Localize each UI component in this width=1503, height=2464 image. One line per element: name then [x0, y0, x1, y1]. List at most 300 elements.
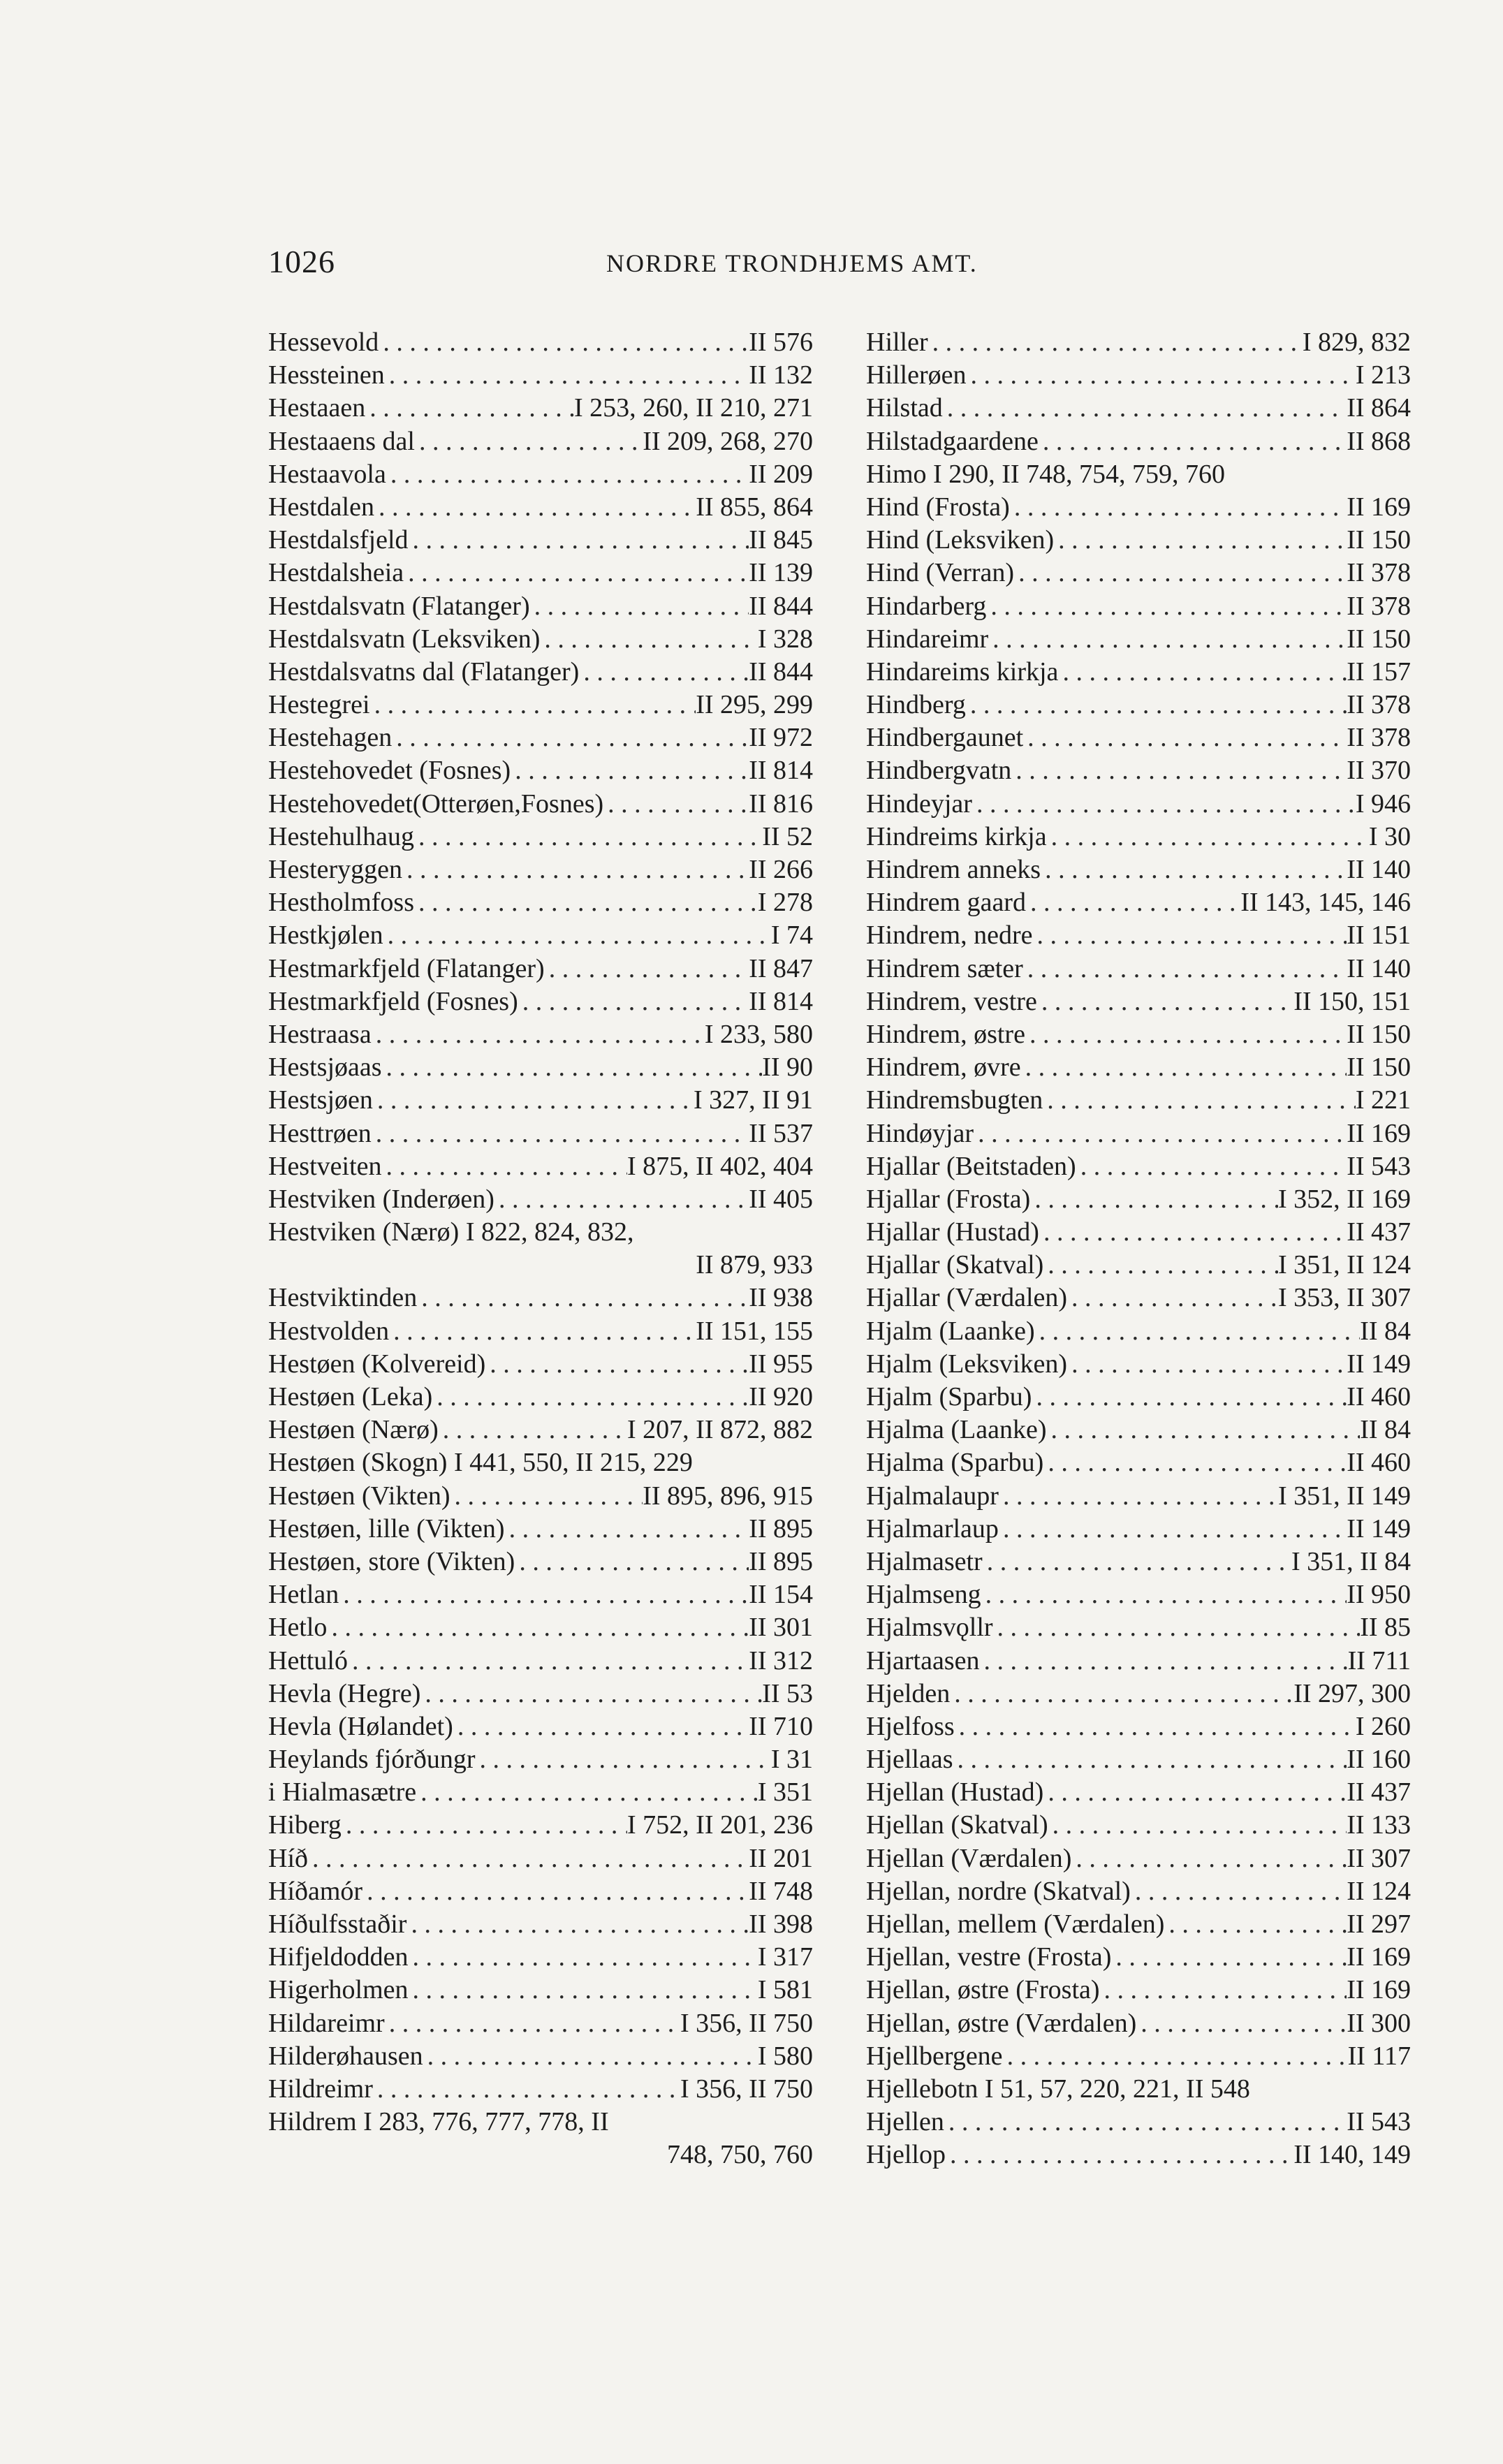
entry-name: Hjalmseng [866, 1580, 981, 1610]
entry-name: Hettuló [268, 1645, 348, 1675]
index-entry [866, 953, 1411, 985]
entry-reference: II 543 [1347, 1151, 1411, 1181]
entry-name: Hestaavola [268, 459, 386, 489]
index-entry [268, 1315, 813, 1348]
dot-leader [518, 985, 749, 1018]
dot-leader [476, 1743, 771, 1776]
dot-leader [545, 953, 749, 985]
entry-reference: II 169 [1347, 1975, 1411, 2005]
dot-leader [988, 623, 1347, 656]
entry-name: Hevla (Hølandet) [268, 1711, 453, 1741]
entry-name: Hestegrei [268, 690, 370, 720]
entry-name: Hildareimr [268, 2008, 385, 2038]
entry-name: Hjellan, østre (Værdalen) [866, 2008, 1137, 2038]
dot-leader [485, 1348, 749, 1381]
dot-leader [382, 1051, 763, 1084]
index-entry [268, 1611, 813, 1644]
dot-leader [385, 359, 749, 392]
entry-reference: II 437 [1347, 1777, 1411, 1807]
entry-name: Hjalma (Sparbu) [866, 1448, 1044, 1478]
dot-leader [1011, 754, 1347, 787]
entry-reference: II 405 [749, 1184, 813, 1214]
entry-name: Higerholmen [268, 1975, 409, 2005]
dot-leader [379, 326, 749, 359]
index-entry [866, 1480, 1411, 1513]
dot-leader [362, 1875, 749, 1908]
index-entry [866, 1446, 1411, 1479]
index-entry [268, 1051, 813, 1084]
dot-leader [1043, 1776, 1347, 1809]
entry-name: Hjallar (Hustad) [866, 1217, 1039, 1247]
index-entry [268, 1776, 813, 1809]
entry-reference: II 160 [1347, 1745, 1411, 1775]
index-entry [866, 524, 1411, 557]
entry-name: Hindrem, nedre [866, 921, 1033, 951]
entry-name: Hjallar (Frosta) [866, 1184, 1031, 1214]
entry-name: Hestaaen [268, 393, 366, 423]
entry-name: Hestdalsvatns dal (Flatanger) [268, 657, 580, 687]
index-entry [268, 590, 813, 623]
index-entry [866, 1150, 1411, 1183]
entry-reference: I 875, II 402, 404 [627, 1151, 813, 1181]
dot-leader [439, 1414, 627, 1446]
entry-name: Hestdalsheia [268, 558, 404, 588]
index-entry [268, 953, 813, 985]
index-entry [268, 2139, 813, 2171]
index-entry [866, 1546, 1411, 1578]
index-entry [268, 1941, 813, 1974]
entry-reference: II 140 [1347, 953, 1411, 983]
index-entry [866, 1842, 1411, 1875]
index-entry [268, 886, 813, 919]
index-entry [268, 2007, 813, 2040]
entry-reference: II 151, 155 [696, 1316, 813, 1346]
entry-reference: I 356, II 750 [680, 2008, 813, 2038]
index-entry [268, 1150, 813, 1183]
dot-leader [1039, 425, 1347, 458]
dot-leader [374, 491, 696, 524]
dot-leader [392, 721, 749, 754]
entry-reference: II 150 [1347, 1053, 1411, 1083]
entry-name: Hestholmfoss [268, 888, 414, 918]
index-entry [268, 1446, 813, 1479]
entry-reference: I 351, II 149 [1278, 1481, 1411, 1511]
entry-reference: I 829, 832 [1302, 328, 1411, 357]
entry-name: Híðamór [268, 1876, 363, 1906]
entry-reference: II 169 [1347, 1942, 1411, 1972]
index-entry [866, 1018, 1411, 1051]
entry-name: Hjellebotn I 51, 57, 220, 221, II 548 [866, 2074, 1250, 2104]
dot-leader [1164, 1908, 1347, 1941]
entry-reference: II 855, 864 [696, 492, 813, 522]
entry-name: Hestviktinden [268, 1283, 418, 1313]
entry-name: Hind (Verran) [866, 558, 1015, 588]
entry-name: Hjallar (Værdalen) [866, 1283, 1068, 1313]
entry-name: Hjellan (Hustad) [866, 1777, 1044, 1807]
entry-name: Hestøen (Nærø) [268, 1415, 439, 1445]
entry-reference: II 972 [749, 723, 813, 753]
entry-reference: II 710 [749, 1711, 813, 1741]
entry-reference: II 150 [1347, 624, 1411, 654]
entry-name: Hesteryggen [268, 855, 403, 884]
dot-leader [339, 1578, 749, 1611]
dot-leader [530, 590, 749, 623]
entry-name: Hjallar (Skatval) [866, 1250, 1044, 1280]
index-entry [866, 853, 1411, 886]
dot-leader [423, 2040, 758, 2073]
dot-leader [928, 326, 1303, 359]
entry-reference: I 260 [1355, 1711, 1411, 1741]
index-entry [268, 656, 813, 689]
index-entry [866, 1974, 1411, 2007]
index-entry [866, 2040, 1411, 2073]
index-entry [268, 1974, 813, 2007]
dot-leader [1037, 985, 1293, 1018]
index-entry [268, 1414, 813, 1446]
entry-name: Hesttrøen [268, 1118, 372, 1148]
index-entry [866, 1315, 1411, 1348]
entry-reference: II 209 [749, 459, 813, 489]
index-entry [866, 359, 1411, 392]
dot-leader [972, 788, 1356, 821]
entry-name: Hindareimr [866, 624, 989, 654]
entry-reference: II 378 [1347, 690, 1411, 720]
running-head: NORDRE TRONDHJEMS AMT. [606, 249, 978, 277]
entry-reference: II 266 [749, 855, 813, 884]
dot-leader [505, 1513, 749, 1546]
dot-leader [1021, 1051, 1347, 1084]
entry-reference: II 201 [749, 1843, 813, 1873]
index-entry [866, 1348, 1411, 1381]
entry-reference: I 31 [770, 1745, 813, 1775]
dot-leader [414, 886, 758, 919]
entry-reference: II 139 [749, 558, 813, 588]
dot-leader [348, 1645, 749, 1678]
dot-leader [993, 1611, 1361, 1644]
entry-reference: II 711 [1347, 1645, 1411, 1675]
entry-reference: II 814 [749, 756, 813, 786]
entry-name: Hestveiten [268, 1151, 382, 1181]
entry-reference: II 150 [1347, 525, 1411, 555]
entry-name: Hjalmarlaup [866, 1513, 999, 1543]
entry-reference: I 327, II 91 [694, 1085, 813, 1115]
index-entry [866, 1051, 1411, 1084]
dot-leader [1032, 1381, 1347, 1414]
entry-reference: II 398 [749, 1909, 813, 1939]
index-entry [866, 425, 1411, 458]
dot-leader [1058, 656, 1347, 689]
entry-reference: II 950 [1347, 1580, 1411, 1610]
dot-leader [967, 359, 1356, 392]
dot-leader [416, 1776, 758, 1809]
entry-reference: II 85 [1360, 1613, 1411, 1643]
entry-name: Hjalma (Laanke) [866, 1415, 1047, 1445]
entry-reference: II 297, 300 [1293, 1678, 1411, 1708]
entry-reference: II 151 [1347, 921, 1411, 951]
index-entry [866, 1414, 1411, 1446]
entry-reference: II 460 [1347, 1448, 1411, 1478]
index-entry [268, 853, 813, 886]
dot-leader [386, 458, 749, 491]
entry-name: Hestehulhaug [268, 821, 414, 851]
entry-name: Hjellan, mellem (Værdalen) [866, 1909, 1165, 1939]
index-entry [268, 1645, 813, 1678]
entry-name: Hindrem, vestre [866, 986, 1037, 1016]
entry-reference: II 879, 933 [696, 1250, 813, 1280]
entry-reference: II 301 [749, 1613, 813, 1643]
entry-reference: II 895 [749, 1513, 813, 1543]
entry-name: Hestvolden [268, 1316, 390, 1346]
entry-reference: II 864 [1347, 393, 1411, 423]
entry-name: Hestøen (Skogn) I 441, 550, II 215, 229 [268, 1448, 693, 1478]
index-entry [268, 1183, 813, 1216]
dot-leader [515, 1546, 749, 1578]
entry-reference: I 752, II 201, 236 [627, 1810, 813, 1840]
dot-leader [1048, 1809, 1347, 1842]
entry-reference: I 207, II 872, 882 [627, 1415, 813, 1445]
index-entry [268, 1084, 813, 1117]
entry-name: Hjellan (Værdalen) [866, 1843, 1072, 1873]
entry-reference: I 946 [1355, 789, 1411, 819]
entry-name: Hestehovedet (Fosnes) [268, 756, 511, 786]
dot-leader [981, 1578, 1347, 1611]
dot-leader [999, 1480, 1278, 1513]
entry-reference: II 312 [749, 1645, 813, 1675]
entry-name: Hindbergvatn [866, 756, 1012, 786]
entry-reference: II 300 [1347, 2008, 1411, 2038]
entry-reference: I 30 [1368, 821, 1411, 851]
entry-reference: I 351, II 84 [1291, 1546, 1411, 1576]
dot-leader [1023, 721, 1347, 754]
index-entry [268, 326, 813, 359]
dot-leader [1046, 1414, 1360, 1446]
dot-leader [953, 1743, 1347, 1776]
dot-leader [432, 1381, 749, 1414]
index-entry [866, 590, 1411, 623]
dot-leader [943, 392, 1347, 425]
index-entry [866, 656, 1411, 689]
index-column-right [866, 326, 1411, 2172]
dot-leader [1131, 1875, 1347, 1908]
entry-reference: I 581 [757, 1975, 813, 2005]
index-entry [866, 1678, 1411, 1710]
index-entry [268, 1282, 813, 1314]
entry-name: Hindarberg [866, 591, 987, 621]
entry-reference: I 351, II 124 [1278, 1250, 1411, 1280]
index-entry [866, 1941, 1411, 1974]
entry-name: Hind (Leksviken) [866, 525, 1055, 555]
index-entry [866, 1117, 1411, 1150]
dot-leader [450, 1480, 643, 1513]
index-entry [866, 1249, 1411, 1282]
entry-name: Hessteinen [268, 360, 385, 390]
index-entry [268, 1908, 813, 1941]
index-entry [268, 689, 813, 721]
dot-leader [409, 524, 749, 557]
dot-leader [389, 1315, 696, 1348]
entry-reference: II 844 [749, 657, 813, 687]
dot-leader [986, 590, 1347, 623]
dot-leader [979, 1645, 1347, 1678]
index-entry [866, 1875, 1411, 1908]
index-entry [866, 1084, 1411, 1117]
entry-name: Hjellan, nordre (Skatval) [866, 1876, 1131, 1906]
entry-name: Hildreimr [268, 2074, 373, 2104]
dot-leader [373, 2073, 680, 2106]
dot-leader [494, 1183, 749, 1216]
index-entry [866, 326, 1411, 359]
entry-name: Hindreims kirkja [866, 821, 1047, 851]
index-entry [268, 821, 813, 853]
entry-name: Hjellaas [866, 1745, 953, 1775]
entry-reference: II 140 [1347, 855, 1411, 884]
entry-reference: II 938 [749, 1283, 813, 1313]
dot-leader [1030, 1183, 1278, 1216]
index-entry [268, 1117, 813, 1150]
entry-name: Hjellan (Skatval) [866, 1810, 1048, 1840]
index-entry [866, 821, 1411, 853]
dot-leader [1039, 1216, 1347, 1249]
entry-name: Hilderøhausen [268, 2041, 423, 2071]
dot-leader [1054, 524, 1347, 557]
entry-name: Hessevold [268, 328, 379, 357]
index-entry [866, 985, 1411, 1018]
entry-reference: II 140, 149 [1293, 2140, 1411, 2170]
entry-reference: II 814 [749, 986, 813, 1016]
entry-reference: II 748 [749, 1876, 813, 1906]
dot-leader [1010, 491, 1347, 524]
dot-leader [308, 1842, 749, 1875]
entry-reference: II 149 [1347, 1513, 1411, 1543]
entry-reference: I 213 [1355, 360, 1411, 390]
index-entry [268, 1678, 813, 1710]
entry-reference: I 328 [757, 624, 813, 654]
index-entry [866, 1710, 1411, 1743]
dot-leader [365, 392, 574, 425]
entry-reference: I 74 [770, 921, 813, 951]
page-number: 1026 [268, 244, 335, 279]
index-entry [866, 788, 1411, 821]
entry-name: Hetlo [268, 1613, 328, 1643]
entry-name: Hillerøen [866, 360, 967, 390]
index-entry [268, 1875, 813, 1908]
index-entry [866, 1183, 1411, 1216]
dot-leader [1025, 1018, 1347, 1051]
index-entry [268, 491, 813, 524]
index-entry [866, 2073, 1411, 2106]
entry-name: Hestmarkfjeld (Fosnes) [268, 986, 518, 1016]
dot-leader [1043, 1446, 1347, 1479]
entry-reference: II 150, 151 [1293, 986, 1411, 1016]
index-entry [866, 919, 1411, 952]
index-entry [268, 1710, 813, 1743]
dot-leader [372, 1117, 749, 1150]
entry-name: i Hialmasætre [268, 1777, 417, 1807]
entry-reference: II 53 [762, 1678, 813, 1708]
index-entry [268, 1216, 813, 1249]
dot-leader [1043, 1084, 1356, 1117]
dot-leader [944, 2106, 1347, 2139]
entry-reference: II 378 [1347, 558, 1411, 588]
entry-reference: II 133 [1347, 1810, 1411, 1840]
entry-reference: II 124 [1347, 1876, 1411, 1906]
entry-name: Hestdalen [268, 492, 374, 522]
index-entry [866, 1645, 1411, 1678]
entry-name: Hind (Frosta) [866, 492, 1010, 522]
entry-name: Hindrem anneks [866, 855, 1041, 884]
page-header [268, 243, 1503, 285]
entry-reference: 748, 750, 760 [667, 2140, 813, 2170]
entry-name: Hindremsbugten [866, 1085, 1043, 1115]
dot-leader [974, 1117, 1347, 1150]
index-column-left [268, 326, 813, 2172]
index-entry [268, 2073, 813, 2106]
dot-leader [1043, 1249, 1278, 1282]
entry-name: Hestsjøen [268, 1085, 373, 1115]
entry-name: Hjelfoss [866, 1711, 955, 1741]
entry-name: Hildrem I 283, 776, 777, 778, II [268, 2107, 609, 2137]
entry-name: Hjallar (Beitstaden) [866, 1151, 1076, 1181]
index-entry [866, 1513, 1411, 1546]
entry-name: Hiberg [268, 1810, 342, 1840]
index-entry [268, 392, 813, 425]
dot-leader [453, 1710, 749, 1743]
entry-name: Hjartaasen [866, 1645, 980, 1675]
dot-leader [409, 1941, 758, 1974]
entry-name: Hestøen (Leka) [268, 1382, 433, 1411]
entry-name: Hindbergaunet [866, 723, 1024, 753]
index-entry [268, 919, 813, 952]
entry-name: Hestviken (Nærø) I 822, 824, 832, [268, 1217, 634, 1247]
dot-leader [370, 689, 696, 721]
index-entry [866, 721, 1411, 754]
index-entry [268, 754, 813, 787]
entry-reference: I 317 [757, 1942, 813, 1972]
entry-reference: II 845 [749, 525, 813, 555]
dot-leader [415, 425, 643, 458]
dot-leader [579, 656, 749, 689]
index-entry [268, 458, 813, 491]
entry-reference: II 920 [749, 1382, 813, 1411]
entry-reference: II 307 [1347, 1843, 1411, 1873]
dot-leader [1076, 1150, 1347, 1183]
dot-leader [1111, 1941, 1347, 1974]
index-entry [866, 1578, 1411, 1611]
entry-reference: II 460 [1347, 1382, 1411, 1411]
entry-name: Hjalm (Sparbu) [866, 1382, 1032, 1411]
dot-leader [1071, 1842, 1347, 1875]
index-entry [866, 557, 1411, 589]
index-entry [268, 359, 813, 392]
entry-name: Hiller [866, 328, 928, 357]
entry-reference: II 297 [1347, 1909, 1411, 1939]
index-entry [268, 2106, 813, 2139]
index-entry [268, 788, 813, 821]
entry-name: Hifjeldodden [268, 1942, 409, 1972]
entry-reference: II 295, 299 [696, 690, 813, 720]
index-entry [866, 1743, 1411, 1776]
entry-name: Hestmarkfjeld (Flatanger) [268, 953, 545, 983]
entry-reference: II 90 [762, 1053, 813, 1083]
dot-leader [1014, 557, 1347, 589]
entry-reference: II 132 [749, 360, 813, 390]
index-entry [866, 1809, 1411, 1842]
dot-leader [1003, 2040, 1348, 2073]
index-entry [866, 2106, 1411, 2139]
entry-reference: I 580 [757, 2041, 813, 2071]
dot-leader [983, 1546, 1291, 1578]
dot-leader [1023, 953, 1347, 985]
